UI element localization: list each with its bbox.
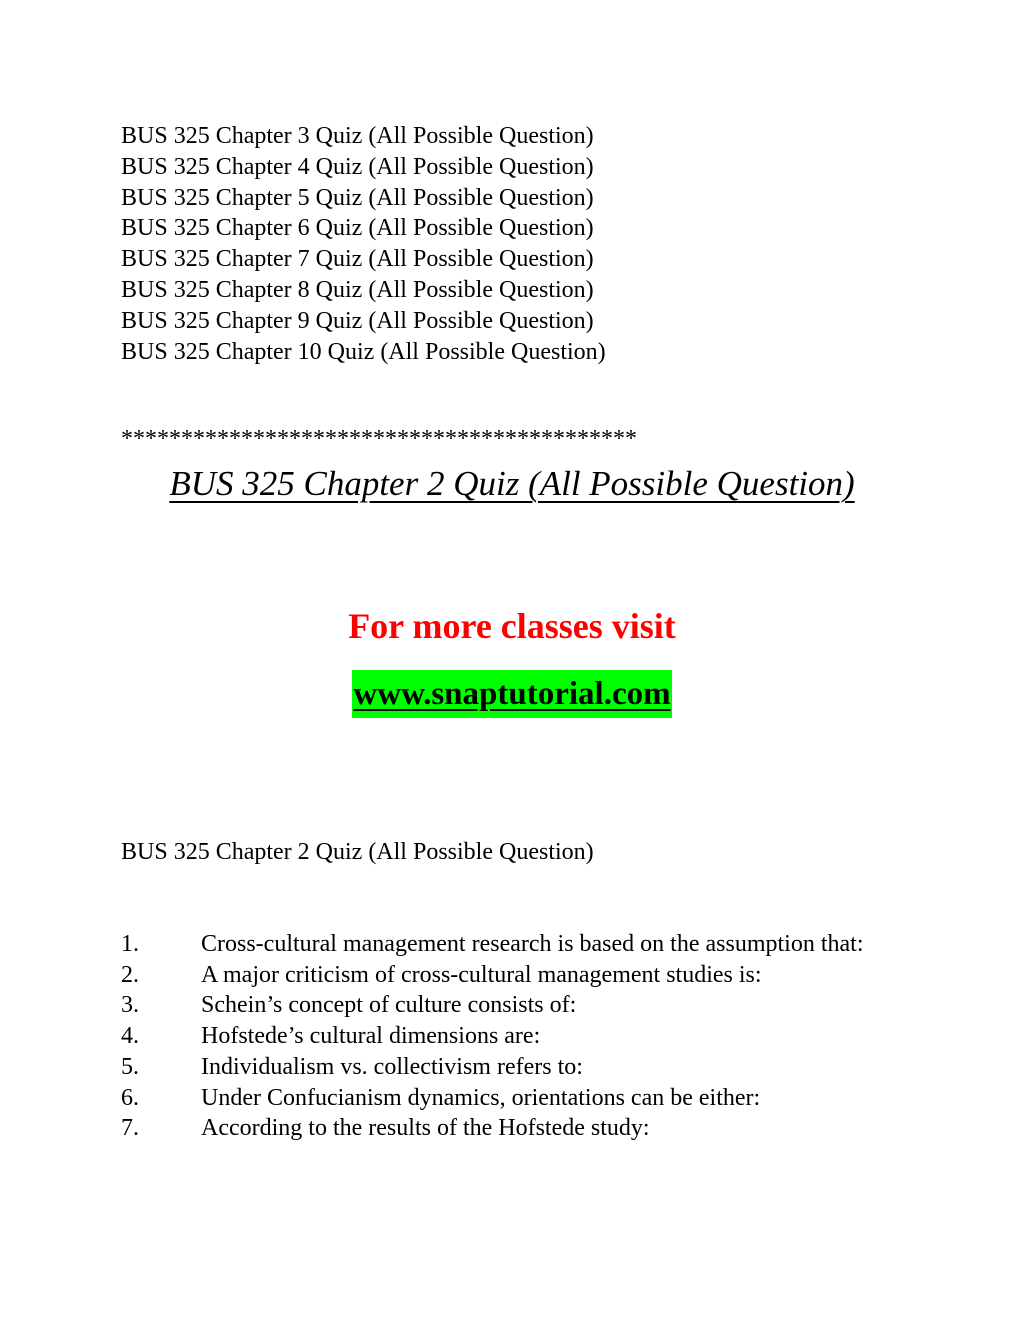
question-item: [121, 1021, 901, 1052]
chapter-list: [121, 121, 606, 367]
question-text: Schein’s concept of culture consists of:: [201, 992, 577, 1019]
question-item: [121, 929, 901, 960]
chapter-list-item: BUS 325 Chapter 3 Quiz (All Possible Question): [121, 123, 594, 149]
question-text: Individualism vs. collectivism refers to:: [201, 1053, 583, 1080]
question-item: [121, 960, 901, 991]
chapter-list-item: BUS 325 Chapter 10 Quiz (All Possible Question): [121, 338, 606, 365]
question-item: [121, 1083, 901, 1114]
question-item: [121, 1113, 901, 1144]
question-number: 7.: [121, 1115, 139, 1142]
chapter-list-item: BUS 325 Chapter 6 Quiz (All Possible Question): [121, 215, 594, 242]
question-number: 4.: [121, 1023, 139, 1050]
page-title: BUS 325 Chapter 2 Quiz (All Possible Question): [169, 464, 855, 503]
question-number: 2.: [121, 961, 139, 988]
visit-text: For more classes visit: [348, 606, 676, 646]
chapter-list-item: BUS 325 Chapter 7 Quiz (All Possible Question): [121, 246, 594, 273]
question-number: 3.: [121, 992, 139, 1019]
question-text: Under Confucianism dynamics, orientations can be either:: [201, 1084, 761, 1111]
question-number: 5.: [121, 1053, 139, 1080]
question-item: [121, 990, 901, 1021]
section-heading: BUS 325 Chapter 2 Quiz (All Possible Question): [121, 839, 594, 865]
question-list: [121, 929, 901, 1144]
question-item: [121, 1052, 901, 1083]
chapter-list-item: BUS 325 Chapter 4 Quiz (All Possible Question): [121, 153, 594, 180]
question-text: Hofstede’s cultural dimensions are:: [201, 1023, 541, 1050]
chapter-list-item: BUS 325 Chapter 8 Quiz (All Possible Question): [121, 276, 594, 303]
chapter-list-item: BUS 325 Chapter 5 Quiz (All Possible Question): [121, 184, 594, 211]
chapter-list-item: BUS 325 Chapter 9 Quiz (All Possible Question): [121, 307, 594, 334]
site-link[interactable]: www.snaptutorial.com: [352, 670, 671, 718]
question-number: 1.: [121, 931, 139, 957]
question-number: 6.: [121, 1084, 139, 1111]
question-text: According to the results of the Hofstede study:: [201, 1115, 650, 1142]
question-text: Cross-cultural management research is based on the assumption that:: [201, 931, 864, 957]
separator-stars: *******************************************: [121, 426, 637, 452]
question-text: A major criticism of cross-cultural management studies is:: [201, 961, 762, 988]
site-link-wrapper: [0, 670, 1024, 718]
